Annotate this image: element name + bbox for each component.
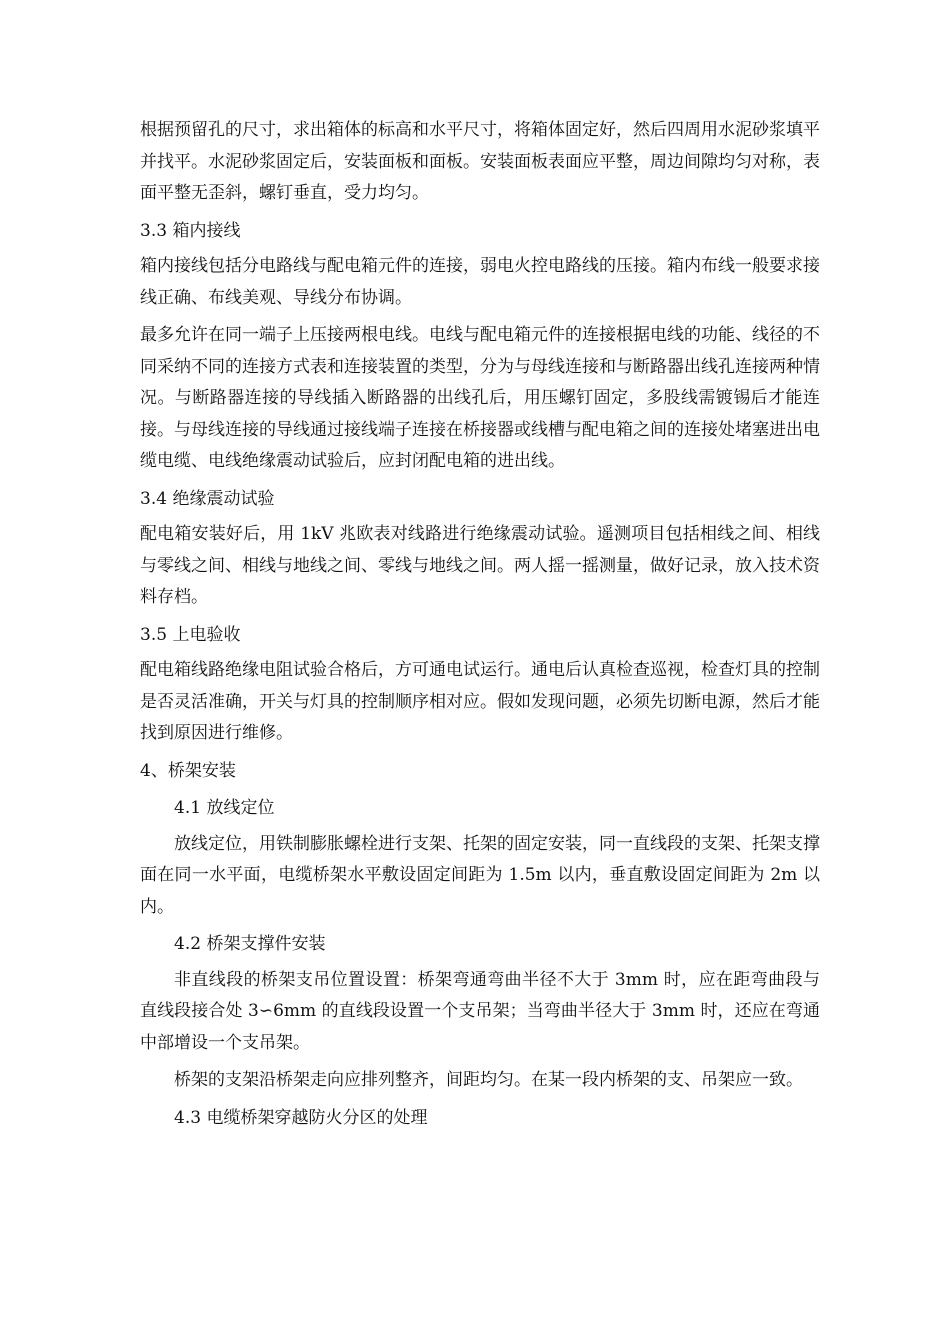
paragraph-box-wiring: 箱内接线包括分电路线与配电箱元件的连接，弱电火控电路线的压接。箱内布线一般要求接线正确、布线美观、导线分布协调。: [140, 256, 820, 308]
heading-3-3: 3.3 箱内接线: [140, 220, 241, 241]
paragraph-insulation-test: 配电箱安装好后，用 1kV 兆欧表对线路进行绝缘震动试验。遥测项目包括相线之间、相线与零线之间、相线与地线之间、零线与地线之间。两人摇一摇测量，做好记录，放入技术资料存档。: [140, 524, 820, 607]
heading-4-1: 4.1 放线定位: [174, 798, 275, 818]
document-page: [140, 115, 820, 1138]
heading-4: 4、桥架安装: [140, 760, 236, 781]
heading-4-2: 4.2 桥架支撑件安装: [174, 934, 326, 954]
heading-3-4: 3.4 绝缘震动试验: [140, 488, 275, 509]
paragraph-layout-positioning: 放线定位，用铁制膨胀螺栓进行支架、托架的固定安装，同一直线段的支架、托架支撑面在同一水平面，电缆桥架水平敷设固定间距为 1.5m 以内，垂直敷设固定间距为 2m 以内。: [140, 833, 820, 917]
paragraph-support-alignment: 桥架的支架沿桥架走向应排列整齐，间距均匀。在某一段内桥架的支、吊架应一致。: [174, 1070, 803, 1090]
paragraph-support-placement: 非直线段的桥架支吊位置设置：桥架弯通弯曲半径不大于 3mm 时，应在距弯曲段与直线段接合处 3∽6mm 的直线段设置一个支吊架；当弯曲半径大于 3mm 时，还应在弯通中部增设一个支吊架。: [140, 969, 820, 1053]
heading-4-3: 4.3 电缆桥架穿越防火分区的处理: [174, 1107, 428, 1128]
paragraph-terminal-rules: 最多允许在同一端子上压接两根电线。电线与配电箱元件的连接根据电线的功能、线径的不同采纳不同的连接方式表和连接装置的类型，分为与母线连接和与断路器出线孔连接两种情况。与断路器连接的导线插入断路器的出线孔后，用压螺钉固定，多股线需镀锡后才能连接。与母线连接的导线通过接线端子连接在桥接器或线槽与配电箱之间的连接处堵塞进出电缆电缆、电线绝缘震动试验后，应封闭配电箱的进出线。: [140, 325, 820, 471]
paragraph-power-on: 配电箱线路绝缘电阻试验合格后，方可通电试运行。通电后认真检查巡视，检查灯具的控制是否灵活准确，开关与灯具的控制顺序相对应。假如发现问题，必须先切断电源，然后才能找到原因进行维修。: [140, 660, 820, 743]
paragraph-box-fixing: 根据预留孔的尺寸，求出箱体的标高和水平尺寸，将箱体固定好，然后四周用水泥砂浆填平并找平。水泥砂浆固定后，安装面板和面板。安装面板表面应平整，周边间隙均匀对称，表面平整无歪斜，螺钉垂直，受力均匀。: [140, 120, 820, 203]
heading-3-5: 3.5 上电验收: [140, 624, 241, 645]
